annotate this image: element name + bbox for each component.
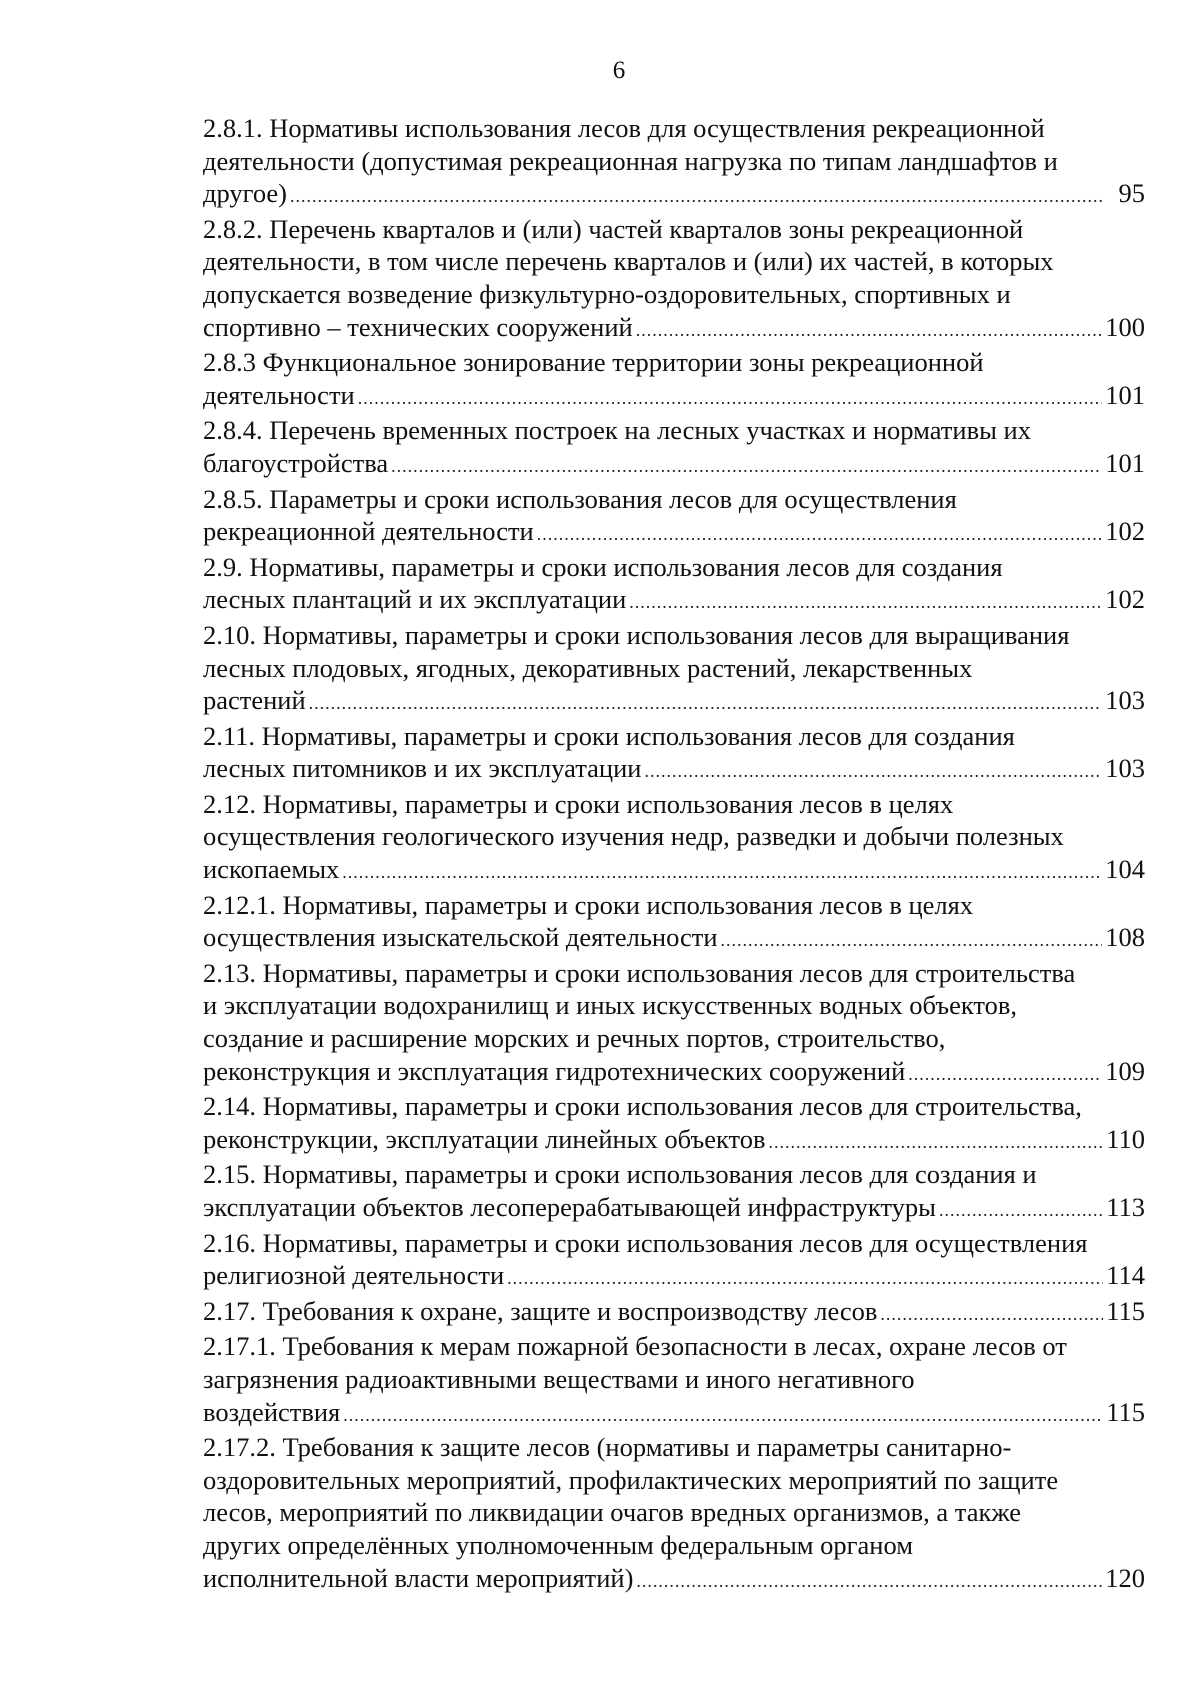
toc-entry-line: лесных плантаций и их эксплуатации	[203, 584, 627, 615]
toc-entry	[203, 1227, 1145, 1295]
toc-entry	[203, 551, 1145, 619]
toc-entry-line: религиозной деятельности	[203, 1260, 505, 1291]
dot-leader	[358, 382, 1103, 415]
toc-entry-line: допускается возведение физкультурно-оздоровительных, спортивных и	[203, 278, 1011, 309]
toc-entry-line: 2.8.4. Перечень временных построек на лесных участках и нормативы их	[203, 415, 1031, 446]
toc-entry-line: реконструкция и эксплуатация гидротехнических сооружений	[203, 1055, 906, 1086]
toc-entry-line: лесных питомников и их эксплуатации	[203, 753, 642, 784]
toc-entry-final-line	[203, 583, 1145, 619]
dot-leader	[507, 1262, 1103, 1295]
toc-entry	[203, 889, 1145, 957]
toc-entry-line: деятельности	[203, 379, 355, 410]
toc-entry-line: осуществления геологического изучения недр, разведки и добычи полезных	[203, 821, 1064, 852]
toc-entry-line: 2.8.3 Функциональное зонирование территории зоны рекреационной	[203, 347, 984, 378]
toc-entry	[203, 1090, 1145, 1158]
dot-leader	[391, 450, 1102, 483]
toc-entry-final-line	[203, 1295, 1145, 1331]
toc-entry-final-line	[203, 177, 1145, 213]
toc-entry-final-line	[203, 1191, 1145, 1227]
toc-page-number: 115	[1106, 1396, 1145, 1427]
toc-entry-line: реконструкции, эксплуатации линейных объектов	[203, 1123, 766, 1154]
toc-entry-line: создание и расширение морских и речных портов, строительство,	[203, 1023, 946, 1054]
toc-page-number: 109	[1105, 1055, 1145, 1086]
toc-entry	[203, 112, 1145, 213]
dot-leader	[343, 1399, 1103, 1432]
toc-entry-line: рекреационной деятельности	[203, 516, 534, 547]
toc-entry	[203, 414, 1145, 482]
toc-entry-line: оздоровительных мероприятий, профилактических мероприятий по защите	[203, 1464, 1059, 1495]
toc-entry-line: 2.8.1. Нормативы использования лесов для осуществления рекреационной	[203, 113, 1045, 143]
toc-page-number: 102	[1105, 584, 1145, 615]
dot-leader	[768, 1126, 1103, 1159]
toc-page-number: 120	[1105, 1562, 1145, 1593]
toc-page-number: 102	[1105, 516, 1145, 547]
toc-entry-line: 2.14. Нормативы, параметры и сроки использования лесов для строительства,	[203, 1091, 1082, 1122]
page-number: 6	[612, 57, 626, 84]
dot-leader	[636, 1565, 1102, 1598]
toc-entry-line: осуществления изыскательской деятельности	[203, 922, 718, 953]
toc-entry-line: другое)	[203, 178, 288, 209]
toc-entry	[203, 720, 1145, 788]
toc-entry	[203, 213, 1145, 346]
toc-entry-final-line	[203, 515, 1145, 551]
toc-page-number: 110	[1106, 1123, 1145, 1154]
dot-leader	[939, 1194, 1103, 1227]
toc-page-number: 108	[1105, 922, 1145, 953]
toc-entry-line: 2.16. Нормативы, параметры и сроки использования лесов для осуществления	[203, 1227, 1088, 1258]
toc-entry-line: деятельности, в том числе перечень кварталов и (или) их частей, в которых	[203, 246, 1054, 277]
toc-entry-line: 2.10. Нормативы, параметры и сроки использования лесов для выращивания	[203, 619, 1070, 650]
toc-entry-line: эксплуатации объектов лесоперерабатывающей инфраструктуры	[203, 1192, 936, 1222]
dot-leader	[636, 314, 1103, 347]
toc-entry-line: и эксплуатации водохранилищ и иных искусственных водных объектов,	[203, 990, 1017, 1021]
dot-leader	[721, 924, 1103, 957]
toc-entry-line: лесов, мероприятий по ликвидации очагов вредных организмов, а также	[203, 1497, 1022, 1528]
toc-page-number: 103	[1105, 753, 1145, 784]
toc-page-number: 113	[1106, 1192, 1145, 1222]
toc-entry	[203, 1295, 1145, 1331]
toc-page-number: 114	[1106, 1260, 1145, 1291]
toc-page-number: 103	[1105, 685, 1145, 716]
toc-entry-final-line	[203, 1396, 1145, 1432]
toc-entry-line: других определённых уполномоченным федеральным органом	[203, 1529, 913, 1560]
dot-leader	[629, 586, 1102, 619]
toc-entry	[203, 346, 1145, 414]
toc-entry-line: ископаемых	[203, 854, 340, 885]
toc-entry-line: 2.12. Нормативы, параметры и сроки использования лесов в целях	[203, 788, 954, 819]
table-of-contents	[203, 112, 1145, 1597]
toc-entry	[203, 1431, 1145, 1597]
toc-entry-line: 2.17.2. Требования к защите лесов (нормативы и параметры санитарно-	[203, 1432, 1012, 1463]
toc-entry-line: воздействия	[203, 1396, 341, 1427]
toc-entry	[203, 483, 1145, 551]
dot-leader	[342, 856, 1102, 889]
toc-entry-final-line	[203, 853, 1145, 889]
toc-page-number: 115	[1106, 1295, 1145, 1326]
dot-leader	[908, 1058, 1102, 1091]
toc-entry-line: 2.13. Нормативы, параметры и сроки использования лесов для строительства	[203, 957, 1076, 988]
toc-entry-final-line	[203, 379, 1145, 415]
toc-entry-final-line	[203, 1123, 1145, 1159]
toc-entry-line: 2.12.1. Нормативы, параметры и сроки использования лесов в целях	[203, 889, 974, 920]
toc-entry-final-line	[203, 684, 1145, 720]
dot-leader	[537, 518, 1103, 551]
dot-leader	[290, 180, 1104, 213]
toc-entry-final-line	[203, 752, 1145, 788]
toc-entry	[203, 788, 1145, 889]
toc-page-number: 101	[1105, 379, 1145, 410]
toc-entry-final-line	[203, 1562, 1145, 1598]
toc-entry	[203, 957, 1145, 1090]
toc-entry-line: лесных плодовых, ягодных, декоративных растений, лекарственных	[203, 652, 973, 683]
toc-page-number: 95	[1118, 178, 1145, 209]
toc-entry	[203, 619, 1145, 720]
dot-leader	[880, 1298, 1103, 1331]
toc-entry-line: 2.17. Требования к охране, защите и воспроизводству лесов	[203, 1295, 878, 1326]
dot-leader	[309, 687, 1103, 720]
toc-page-number: 101	[1105, 447, 1145, 478]
toc-entry-final-line	[203, 311, 1145, 347]
toc-entry-line: исполнительной власти мероприятий)	[203, 1562, 634, 1593]
toc-entry-line: 2.8.2. Перечень кварталов и (или) частей кварталов зоны рекреационной	[203, 213, 1024, 244]
toc-page-number: 104	[1105, 854, 1145, 885]
toc-entry-line: 2.17.1. Требования к мерам пожарной безопасности в лесах, охране лесов от	[203, 1331, 1067, 1362]
toc-entry-line: 2.15. Нормативы, параметры и сроки использования лесов для создания и	[203, 1159, 1037, 1190]
toc-entry	[203, 1330, 1145, 1431]
toc-page-number: 100	[1105, 311, 1145, 342]
toc-entry-line: благоустройства	[203, 447, 389, 478]
toc-entry-line: спортивно – технических сооружений	[203, 311, 633, 342]
toc-entry-line: 2.9. Нормативы, параметры и сроки использования лесов для создания	[203, 551, 1003, 582]
toc-entry-line: 2.11. Нормативы, параметры и сроки использования лесов для создания	[203, 720, 1015, 751]
toc-entry-line: деятельности (допустимая рекреационная нагрузка по типам ландшафтов и	[203, 145, 1058, 176]
toc-entry-final-line	[203, 1259, 1145, 1295]
toc-entry-final-line	[203, 921, 1145, 957]
toc-entry-line: растений	[203, 685, 306, 716]
toc-entry-final-line	[203, 447, 1145, 483]
toc-entry	[203, 1158, 1145, 1226]
toc-entry-line: 2.8.5. Параметры и сроки использования лесов для осуществления	[203, 483, 957, 514]
toc-entry-line: загрязнения радиоактивными веществами и иного негативного	[203, 1363, 915, 1394]
toc-entry-final-line	[203, 1055, 1145, 1091]
dot-leader	[644, 755, 1102, 788]
